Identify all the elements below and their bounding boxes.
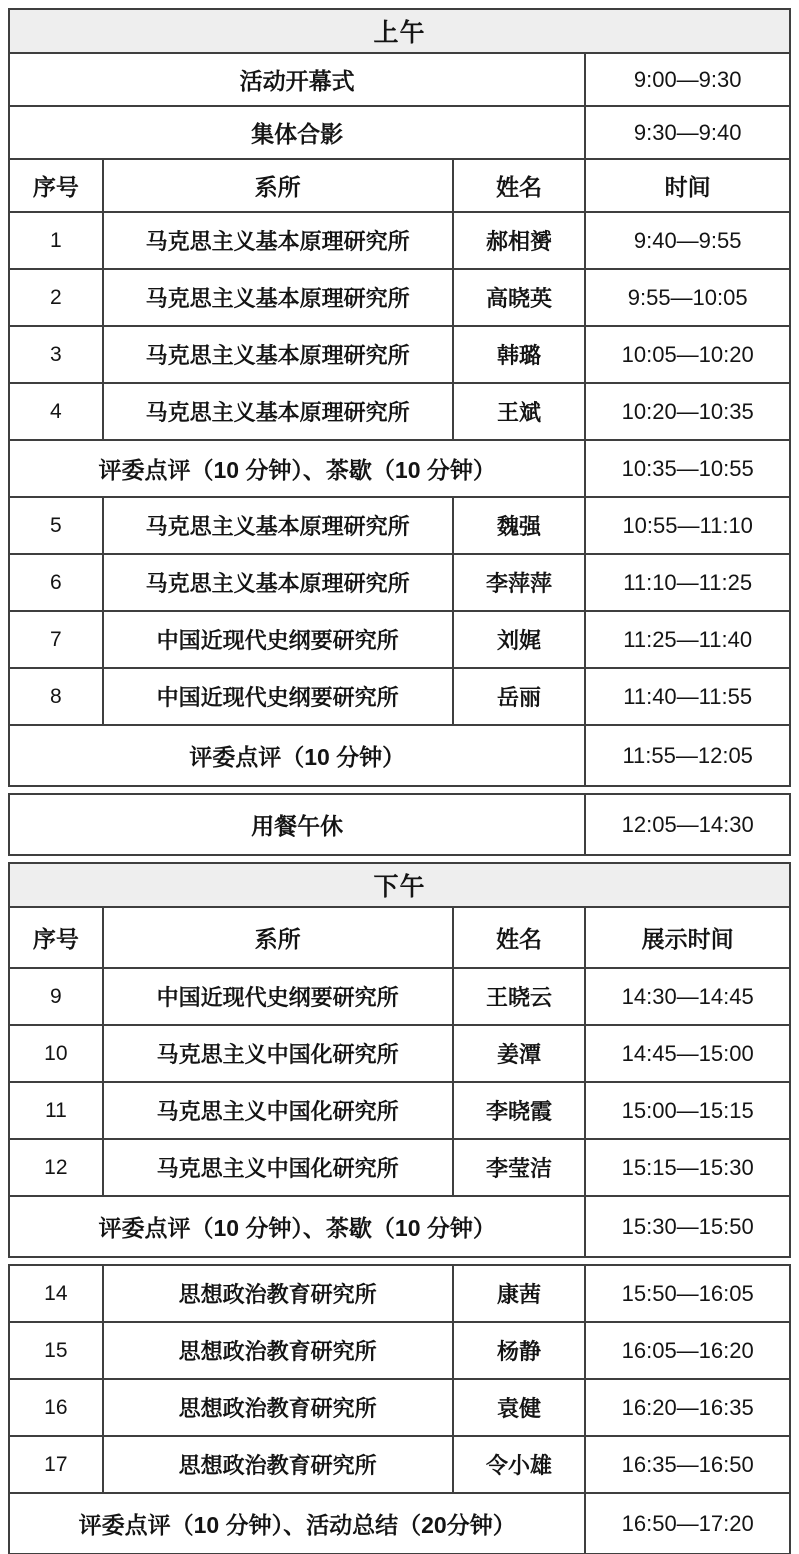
row-dept: 思想政治教育研究所 [103,1436,453,1493]
row-no: 3 [9,326,103,383]
row-dept: 中国近现代史纲要研究所 [103,668,453,725]
col-header-no: 序号 [9,907,103,968]
judge-review-tea-break-row [9,440,790,497]
row-time: 11:10—11:25 [585,554,790,611]
table-row [9,611,790,668]
table-row [9,1082,790,1139]
col-header-time: 时间 [585,159,790,212]
lunch-table [8,793,791,856]
row-dept: 马克思主义基本原理研究所 [103,554,453,611]
event-label: 评委点评（10 分钟） [9,725,585,786]
row-name: 刘娓 [453,611,586,668]
row-name: 康茜 [453,1265,586,1322]
table-row [9,212,790,269]
table-row [9,1322,790,1379]
row-dept: 马克思主义基本原理研究所 [103,497,453,554]
row-no: 8 [9,668,103,725]
col-header-dept: 系所 [103,159,453,212]
table-row [9,554,790,611]
col-header-name: 姓名 [453,907,586,968]
table-row [9,269,790,326]
col-header-name: 姓名 [453,159,586,212]
row-name: 王晓云 [453,968,586,1025]
row-name: 岳丽 [453,668,586,725]
event-time: 9:00—9:30 [585,53,790,106]
table-row [9,1265,790,1322]
row-no: 1 [9,212,103,269]
row-name: 魏强 [453,497,586,554]
row-time: 14:45—15:00 [585,1025,790,1082]
row-dept: 思想政治教育研究所 [103,1322,453,1379]
event-label: 活动开幕式 [9,53,585,106]
event-label: 评委点评（10 分钟）、茶歇（10 分钟） [9,440,585,497]
row-name: 袁健 [453,1379,586,1436]
row-name: 杨静 [453,1322,586,1379]
row-name: 姜潭 [453,1025,586,1082]
row-name: 李萍萍 [453,554,586,611]
event-time: 9:30—9:40 [585,106,790,159]
row-dept: 中国近现代史纲要研究所 [103,611,453,668]
row-dept: 中国近现代史纲要研究所 [103,968,453,1025]
table-row [9,1025,790,1082]
row-name: 李莹洁 [453,1139,586,1196]
table-row [9,497,790,554]
col-header-dept: 系所 [103,907,453,968]
row-dept: 思想政治教育研究所 [103,1265,453,1322]
judge-review-row [9,725,790,786]
table-row [9,1379,790,1436]
row-name: 郝相赟 [453,212,586,269]
row-dept: 马克思主义中国化研究所 [103,1025,453,1082]
morning-schedule-table [8,8,791,787]
row-time: 15:50—16:05 [585,1265,790,1322]
row-time: 16:05—16:20 [585,1322,790,1379]
event-label: 评委点评（10 分钟）、茶歇（10 分钟） [9,1196,585,1257]
row-time: 9:40—9:55 [585,212,790,269]
opening-ceremony-row [9,53,790,106]
row-no: 11 [9,1082,103,1139]
table-row [9,1139,790,1196]
event-label: 评委点评（10 分钟）、活动总结（20分钟） [9,1493,585,1554]
row-no: 7 [9,611,103,668]
col-header-time: 展示时间 [585,907,790,968]
row-name: 王斌 [453,383,586,440]
row-no: 16 [9,1379,103,1436]
event-time: 12:05—14:30 [585,794,790,855]
session-title: 下午 [9,863,790,907]
event-time: 15:30—15:50 [585,1196,790,1257]
row-no: 15 [9,1322,103,1379]
row-name: 令小雄 [453,1436,586,1493]
table-row [9,668,790,725]
row-no: 14 [9,1265,103,1322]
row-time: 9:55—10:05 [585,269,790,326]
event-label: 用餐午休 [9,794,585,855]
row-dept: 马克思主义基本原理研究所 [103,269,453,326]
lunch-break-row [9,794,790,855]
table-row [9,383,790,440]
col-header-no: 序号 [9,159,103,212]
row-no: 5 [9,497,103,554]
column-header-row [9,159,790,212]
row-no: 10 [9,1025,103,1082]
row-no: 17 [9,1436,103,1493]
event-label: 集体合影 [9,106,585,159]
session-header-morning [9,9,790,53]
row-time: 11:25—11:40 [585,611,790,668]
row-time: 10:55—11:10 [585,497,790,554]
row-time: 14:30—14:45 [585,968,790,1025]
event-time: 16:50—17:20 [585,1493,790,1554]
afternoon-second-block-table [8,1264,791,1554]
row-time: 16:20—16:35 [585,1379,790,1436]
row-name: 高晓英 [453,269,586,326]
row-dept: 思想政治教育研究所 [103,1379,453,1436]
row-name: 韩璐 [453,326,586,383]
row-dept: 马克思主义中国化研究所 [103,1082,453,1139]
row-no: 12 [9,1139,103,1196]
row-no: 2 [9,269,103,326]
row-dept: 马克思主义基本原理研究所 [103,212,453,269]
closing-summary-row [9,1493,790,1554]
table-row [9,326,790,383]
session-header-afternoon [9,863,790,907]
event-time: 11:55—12:05 [585,725,790,786]
row-no: 6 [9,554,103,611]
column-header-row [9,907,790,968]
row-time: 16:35—16:50 [585,1436,790,1493]
event-time: 10:35—10:55 [585,440,790,497]
row-time: 15:15—15:30 [585,1139,790,1196]
row-time: 10:05—10:20 [585,326,790,383]
table-row [9,1436,790,1493]
table-row [9,968,790,1025]
row-dept: 马克思主义基本原理研究所 [103,326,453,383]
group-photo-row [9,106,790,159]
row-name: 李晓霞 [453,1082,586,1139]
row-dept: 马克思主义基本原理研究所 [103,383,453,440]
judge-review-tea-break-row-2 [9,1196,790,1257]
row-time: 15:00—15:15 [585,1082,790,1139]
row-no: 9 [9,968,103,1025]
row-time: 10:20—10:35 [585,383,790,440]
session-title: 上午 [9,9,790,53]
afternoon-schedule-table [8,862,791,1258]
row-no: 4 [9,383,103,440]
row-dept: 马克思主义中国化研究所 [103,1139,453,1196]
row-time: 11:40—11:55 [585,668,790,725]
